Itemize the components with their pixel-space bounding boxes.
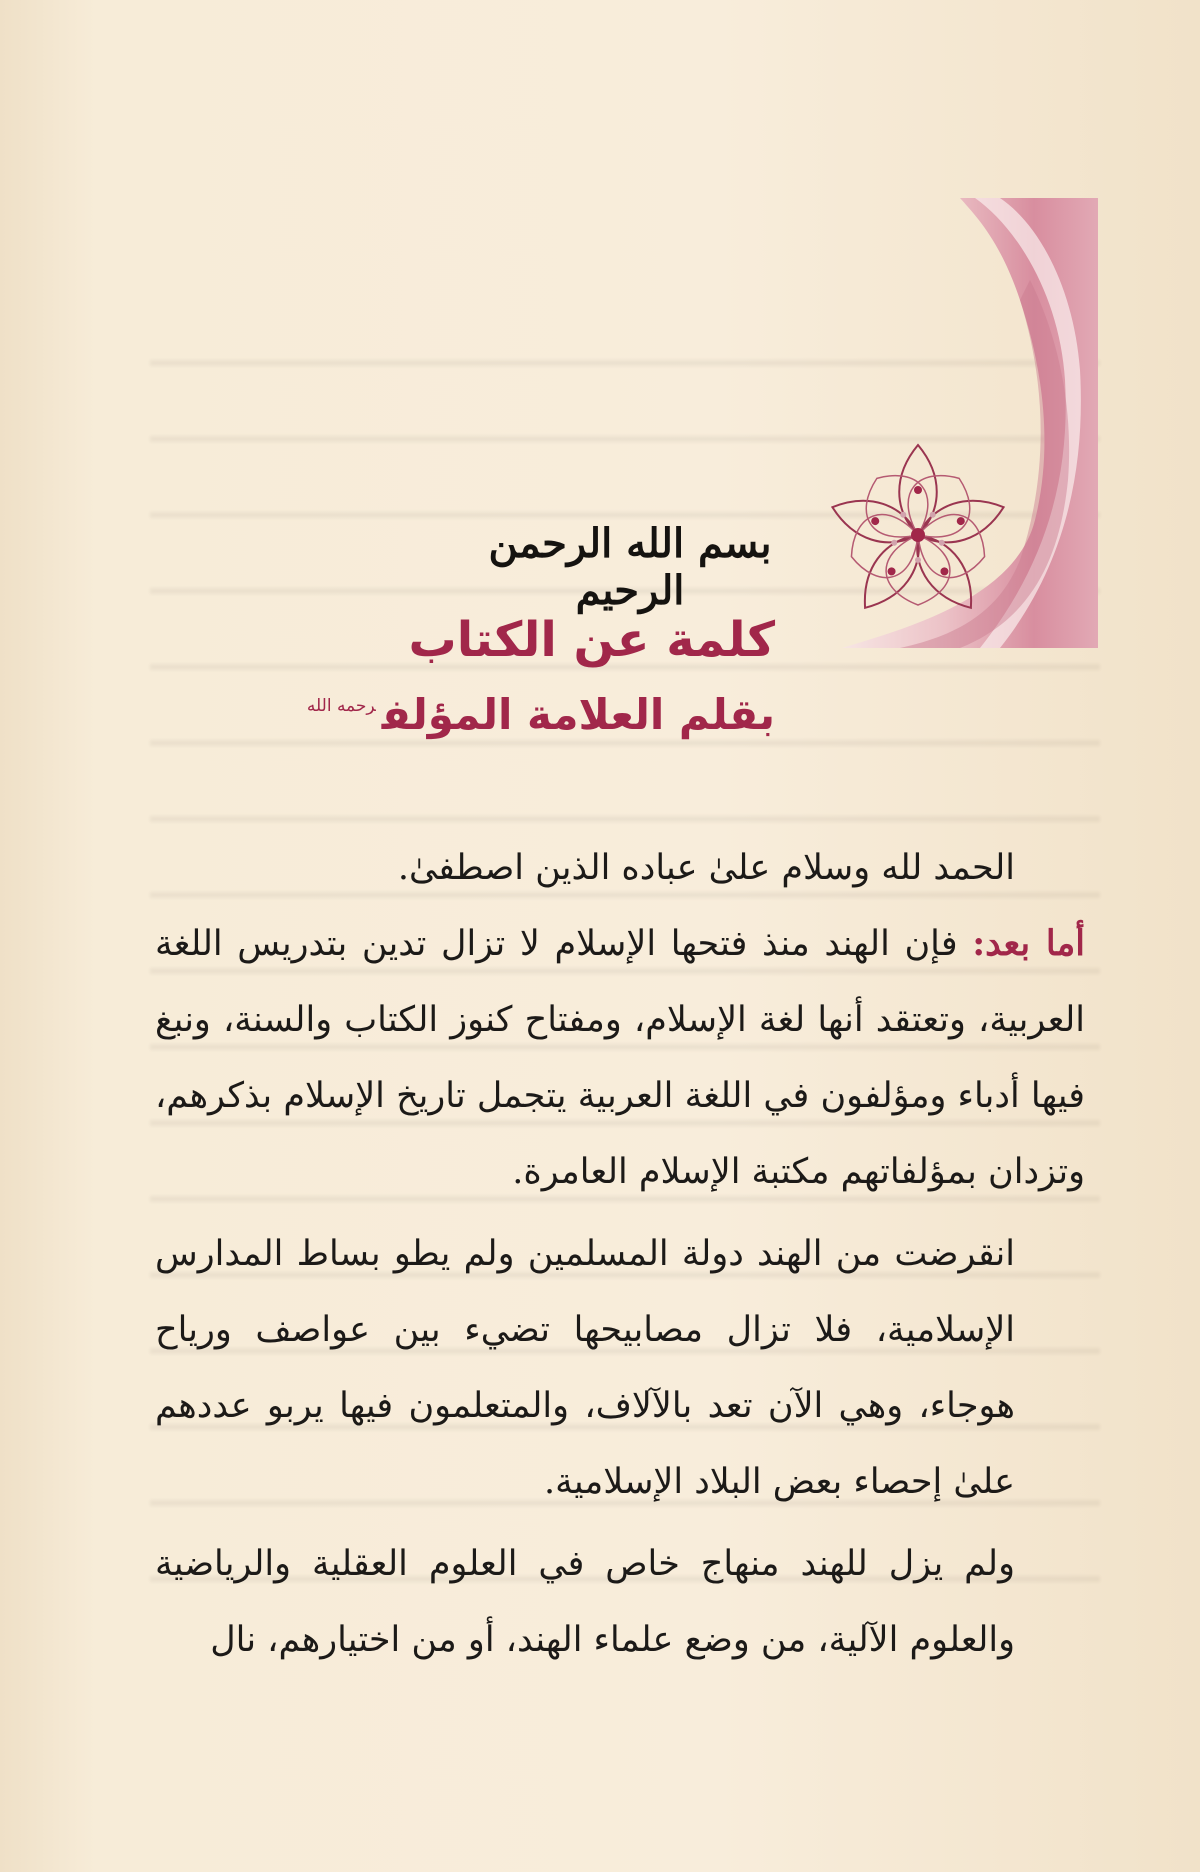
body-text <box>155 830 1085 1678</box>
paragraph-1-text: فإن الهند منذ فتحها الإسلام لا تزال تدين بتدريس اللغة العربية، وتعتقد أنها لغة الإسلام، ومفتاح كنوز الكتاب والسنة، ونبغ فيها أدباء ومؤلفون في اللغة العربية يتجمل تاريخ الإسلام بذكرهم، وتزدان بمؤلفاتهم مكتبة الإسلام العامرة. <box>155 924 1085 1192</box>
paragraph-1 <box>155 906 1085 1210</box>
page-subtitle <box>307 690 775 739</box>
paragraph-2: انقرضت من الهند دولة المسلمين ولم يطو بساط المدارس الإسلامية، فلا تزال مصابيحها تضيء بين عواصف ورياح هوجاء، وهي الآن تعد بالآلاف، والمتعلمون فيها يربو عددهم علىٰ إحصاء بعض البلاد الإسلامية. <box>155 1234 1015 1502</box>
honorific-mark: رحمه الله <box>306 696 376 716</box>
paragraph-3: ولم يزل للهند منهاج خاص في العلوم العقلية والرياضية والعلوم الآلية، من وضع علماء الهند، أو من اختيارهم، نال <box>155 1544 1015 1660</box>
page-title: كلمة عن الكتاب <box>408 612 775 668</box>
basmala: بسم الله الرحمن الرحيم <box>488 520 772 614</box>
subtitle-text: بقلم العلامة المؤلف <box>381 690 775 739</box>
ribbon-decoration <box>842 198 1098 648</box>
paragraph-lead: أما بعد: <box>972 923 1085 964</box>
opening-line: الحمد لله وسلام علىٰ عباده الذين اصطفىٰ. <box>397 848 1015 888</box>
